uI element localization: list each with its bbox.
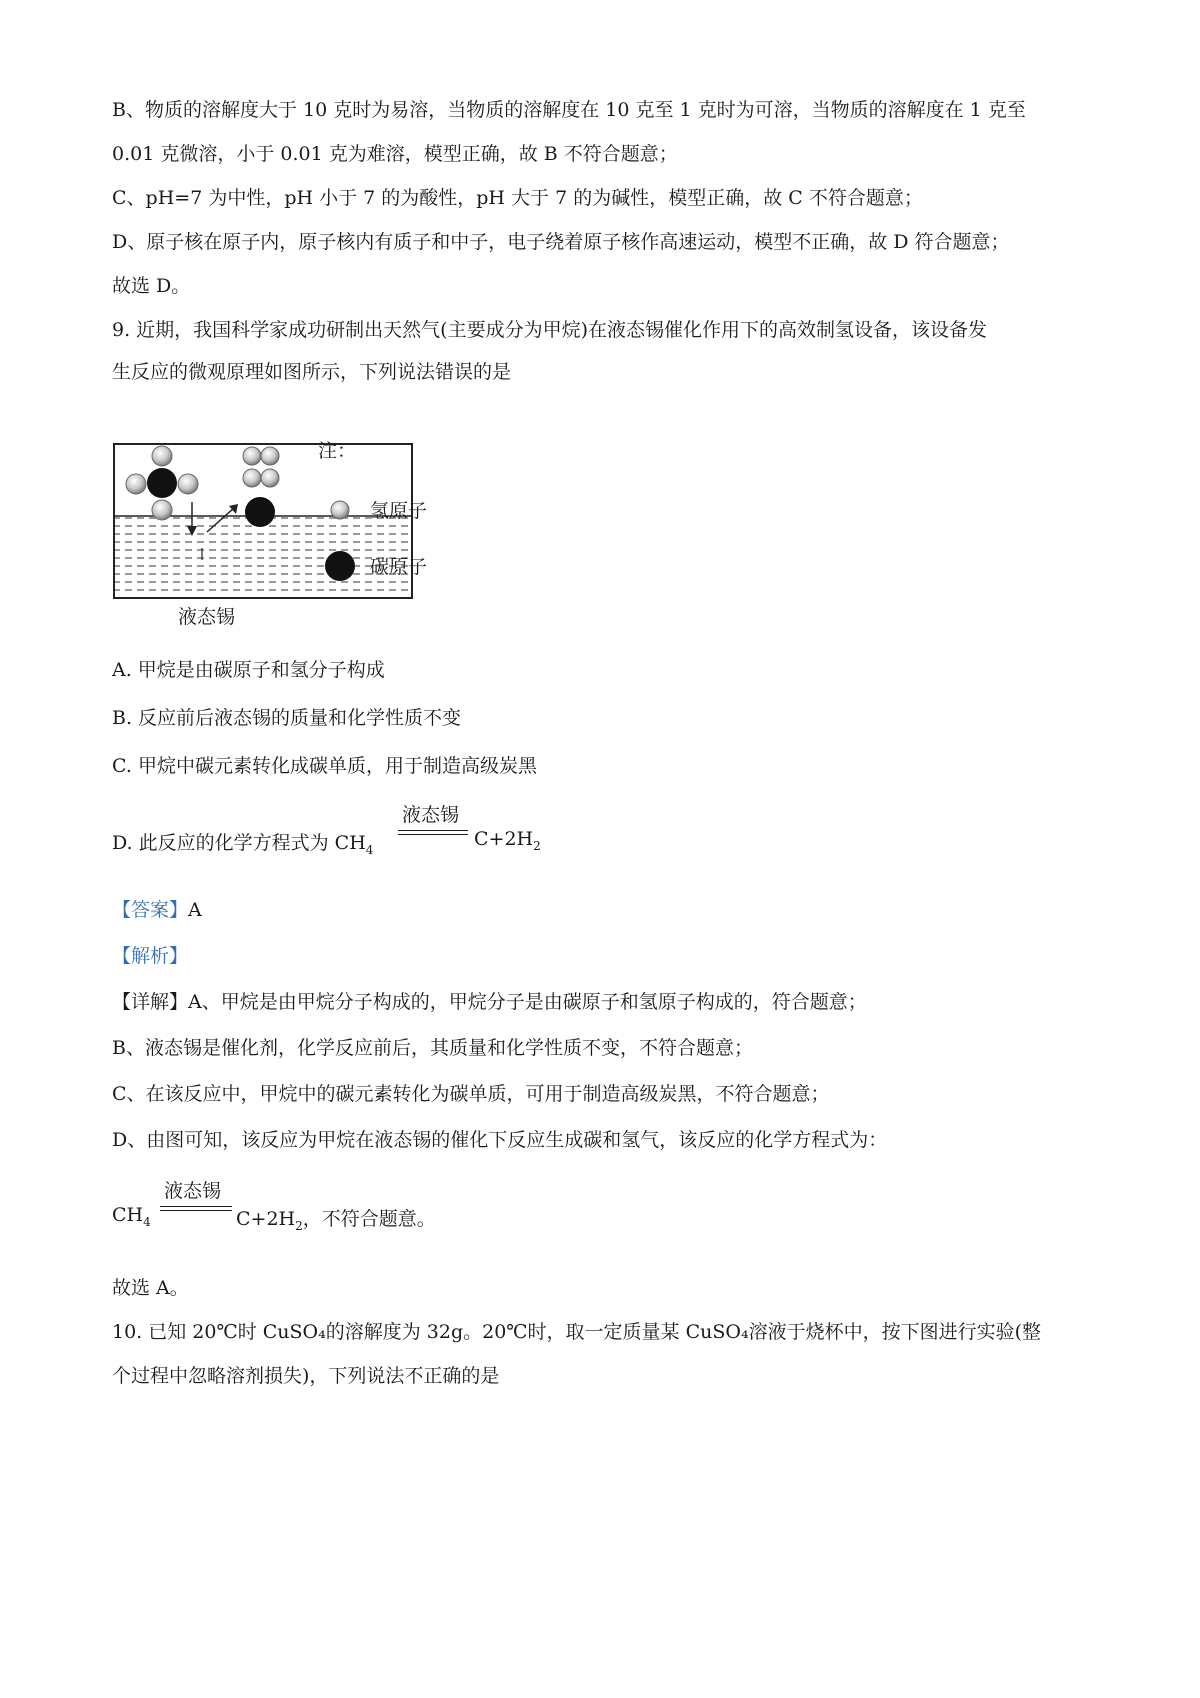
answer-label: 【答案】 [112,899,189,921]
q9-stem-line1: 9. 近期，我国科学家成功研制出天然气(主要成分为甲烷)在液态锡催化作用下的高效制氢设备，该设备发 [112,319,987,341]
legend-carbon-label: 碳原子 [370,556,428,578]
option-d-prefix: D. 此反应的化学方程式为 CH [112,832,366,854]
choose-d-line: 故选 D。 [112,275,191,297]
legend-hydrogen-icon [331,501,349,519]
option-d-sub2: 2 [533,838,541,853]
eq2-equals [160,1206,232,1211]
q10-stem-line2: 个过程中忽略溶剂损失)，下列说法不正确的是 [112,1365,500,1387]
detail-line1: 【详解】A、甲烷是由甲烷分子构成的，甲烷分子是由碳原子和氢原子构成的，符合题意； [112,991,867,1013]
eq2-condition: 液态锡 [164,1180,222,1202]
answer-line [112,896,202,924]
analysis-d-line: D、原子核在原子内，原子核内有质子和中子，电子绕着原子核作高速运动，模型不正确，故 D 符合题意； [112,231,1010,253]
analysis-label: 【解析】 [112,945,189,967]
choose-a-line: 故选 A。 [112,1277,189,1299]
option-d-equals [398,830,468,835]
q9-option-d [112,804,632,868]
hydrogen-molecules [243,447,279,487]
q9-option-a: A. 甲烷是由碳原子和氢分子构成 [112,659,385,681]
option-d-sub4: 4 [365,842,374,857]
eq2-sub2: 2 [295,1218,303,1233]
analysis-b-line1: B、物质的溶解度大于 10 克时为易溶，当物质的溶解度在 10 克至 1 克时为可溶，当物质的溶解度在 1 克至 [112,99,1026,121]
legend-hydrogen-label: 氢原子 [370,500,428,522]
detail-line3: C、在该反应中，甲烷中的碳元素转化为碳单质，可用于制造高级炭黑，不符合题意； [112,1083,830,1105]
analysis-b-line2: 0.01 克微溶，小于 0.01 克为难溶，模型正确，故 B 不符合题意； [112,143,678,165]
q9-option-c: C. 甲烷中碳元素转化成碳单质，用于制造高级炭黑 [112,755,537,777]
option-d-condition: 液态锡 [402,804,460,826]
eq2-tail: ，不符合题意。 [302,1208,436,1230]
reaction-diagram [112,442,492,642]
liquid-tin [115,516,411,597]
detail-line2: B、液态锡是催化剂，化学反应前后，其质量和化学性质不变，不符合题意； [112,1037,753,1059]
analysis-c-line: C、pH=7 为中性，pH 小于 7 的为酸性，pH 大于 7 的为碱性，模型正确，故 C 不符合题意； [112,187,923,209]
q10-stem-line1: 10. 已知 20℃时 CuSO₄的溶解度为 32g。20℃时，取一定质量某 CuSO₄溶液于烧杯中，按下图进行实验(整 [112,1321,1041,1343]
legend-carbon-icon [325,551,355,581]
eq2-ch: CH [112,1204,144,1226]
legend-note-label: 注： [318,440,357,462]
eq2-sub4: 4 [143,1214,151,1229]
carbon-atom [245,497,275,527]
detail-line4: D、由图可知，该反应为甲烷在液态锡的催化下反应生成碳和氢气，该反应的化学方程式为： [112,1129,888,1151]
detail-equation [112,1180,532,1244]
eq2-products: C+2H [236,1208,296,1230]
liquid-tin-label: 液态锡 [178,606,236,628]
q9-stem-line2: 生反应的微观原理如图所示，下列说法错误的是 [112,361,512,383]
answer-value: A [188,899,202,921]
methane-molecule [126,446,198,520]
q9-option-b: B. 反应前后液态锡的质量和化学性质不变 [112,707,462,729]
option-d-products: C+2H [474,828,534,850]
